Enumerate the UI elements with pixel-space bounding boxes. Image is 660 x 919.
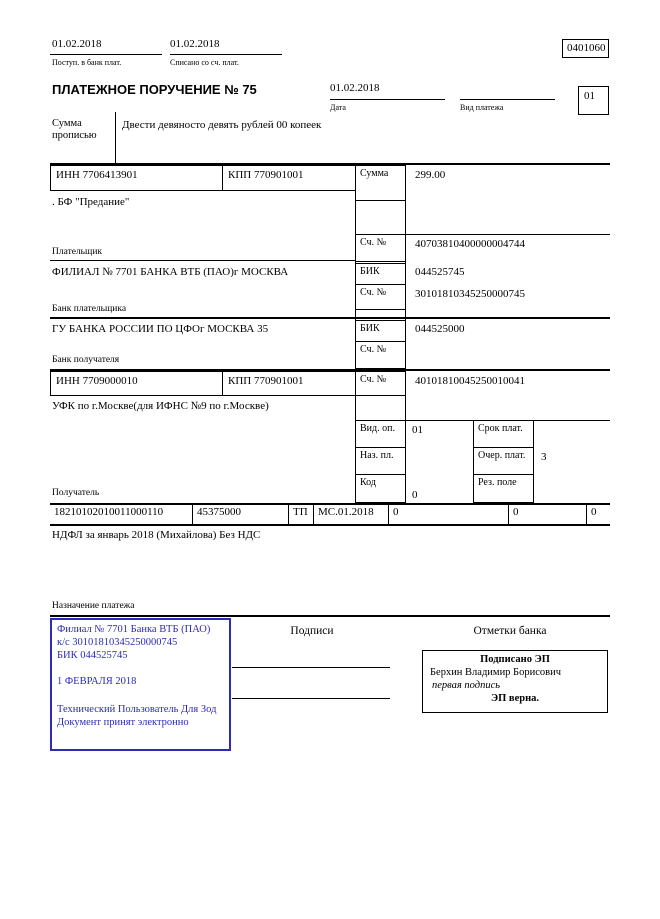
divider [50, 615, 610, 617]
payee-account-value: 40101810045250010041 [415, 375, 525, 387]
underline [50, 54, 162, 55]
purpose-text: НДФЛ за январь 2018 (Михайлова) Без НДС [52, 529, 261, 541]
payee-name: УФК по г.Москве(для ИФНС №9 по г.Москве) [52, 400, 269, 412]
stamp-signature-kind: первая подпись [432, 680, 501, 692]
amount-words-label: Сумма прописью [52, 118, 97, 142]
divider [50, 317, 610, 319]
payee-account-label: Сч. № [355, 371, 406, 396]
tax-fields-row [50, 505, 610, 524]
payment-type-cell: 0 [586, 505, 610, 524]
underline [170, 54, 282, 55]
divider [115, 112, 116, 163]
payer-bank-bik-label: БИК [355, 263, 406, 285]
op-type-label: Вид. оп. [355, 420, 406, 448]
blue-stamp-line: 1 ФЕВРАЛЯ 2018 [57, 676, 137, 688]
payer-bank-account-value: 30101810345250000745 [415, 288, 525, 300]
document-date: 01.02.2018 [330, 82, 380, 94]
bank-electronic-stamp-blue [50, 618, 231, 751]
payer-label: Плательщик [52, 247, 103, 257]
bank-marks-header: Отметки банка [473, 625, 547, 637]
code-value: 0 [412, 489, 418, 501]
debited-date-label: Списано со сч. плат. [170, 58, 239, 67]
payee-kpp: КПП 770901001 [222, 371, 356, 396]
tax-period-cell: МС.01.2018 [313, 505, 388, 524]
op-type-value: 01 [412, 424, 423, 436]
signature-line [232, 667, 390, 668]
stamp-signer: Берхин Владимир Борисович [430, 667, 561, 679]
divider [50, 260, 355, 261]
doc-number-cell: 0 [388, 505, 508, 524]
payer-name: . БФ "Предание" [52, 196, 130, 208]
reserve-label: Рез. поле [473, 474, 534, 503]
payer-inn: ИНН 7706413901 [50, 165, 223, 191]
payment-kind-label: Вид платежа [460, 103, 504, 112]
stamp-title: Подписано ЭП [480, 654, 550, 665]
oktmo-cell: 45375000 [192, 505, 288, 524]
payer-account-value: 40703810400000004744 [415, 238, 525, 250]
payee-bank-label: Банк получателя [52, 355, 120, 365]
blue-stamp-line: Филиал № 7701 Банка ВТБ (ПАО) [57, 624, 211, 635]
blue-stamp-line: к/с 30101810345250000745 [57, 637, 178, 649]
sum-value: 299.00 [415, 169, 446, 181]
e-sign-stamp [422, 650, 608, 713]
stamp-verified: ЭП верна. [490, 693, 539, 705]
payer-bank-label: Банк плательщика [52, 304, 127, 314]
order-value: 3 [541, 451, 547, 463]
blue-stamp-line: Технический Пользователь Для Зод [57, 703, 217, 715]
payer-bank-bik-value: 044525745 [415, 266, 465, 278]
payee-bank-name: ГУ БАНКА РОССИИ ПО ЦФОг МОСКВА 35 [52, 323, 269, 335]
date-label: Дата [330, 103, 346, 112]
received-date: 01.02.2018 [52, 38, 102, 50]
payer-kpp: КПП 770901001 [222, 165, 356, 191]
payee-bank-account-label: Сч. № [355, 341, 406, 369]
signature-line [232, 698, 390, 699]
payment-basis-cell: ТП [288, 505, 313, 524]
document-title: ПЛАТЕЖНОЕ ПОРУЧЕНИЕ № 75 [52, 82, 257, 97]
payer-bank-account-label: Сч. № [355, 284, 406, 310]
purpose-label: Назначение платежа [52, 601, 135, 611]
payee-inn: ИНН 7709000010 [50, 371, 223, 396]
payer-account-label: Сч. № [355, 234, 406, 262]
payment-status-box: 01 [578, 86, 609, 115]
amount-words-value: Двести девяносто девять рублей 00 копеек [122, 119, 322, 131]
underline [330, 99, 445, 100]
order-label: Очер. плат. [473, 447, 534, 475]
due-date-label: Срок плат. [473, 420, 534, 448]
sum-label: Сумма [355, 165, 406, 201]
payee-bank-bik-label: БИК [355, 320, 406, 342]
underline [460, 99, 555, 100]
form-code-box: 0401060 [562, 39, 609, 58]
payee-bank-bik-value: 044525000 [415, 323, 465, 335]
doc-date-cell: 0 [508, 505, 586, 524]
received-date-label: Поступ. в банк плат. [52, 58, 122, 67]
purpose-code-label: Наз. пл. [355, 447, 406, 475]
payer-bank-name: ФИЛИАЛ № 7701 БАНКА ВТБ (ПАО)г МОСКВА [52, 266, 289, 278]
blue-stamp-line: БИК 044525745 [57, 650, 128, 662]
divider [533, 420, 534, 505]
code-label: Код [355, 474, 406, 503]
kbk-cell: 18210102010011000110 [54, 506, 164, 518]
blue-stamp-line: Документ принят электронно [57, 716, 189, 728]
divider [50, 524, 610, 526]
payee-label: Получатель [52, 488, 100, 498]
debited-date: 01.02.2018 [170, 38, 220, 50]
signatures-header: Подписи [290, 625, 334, 637]
